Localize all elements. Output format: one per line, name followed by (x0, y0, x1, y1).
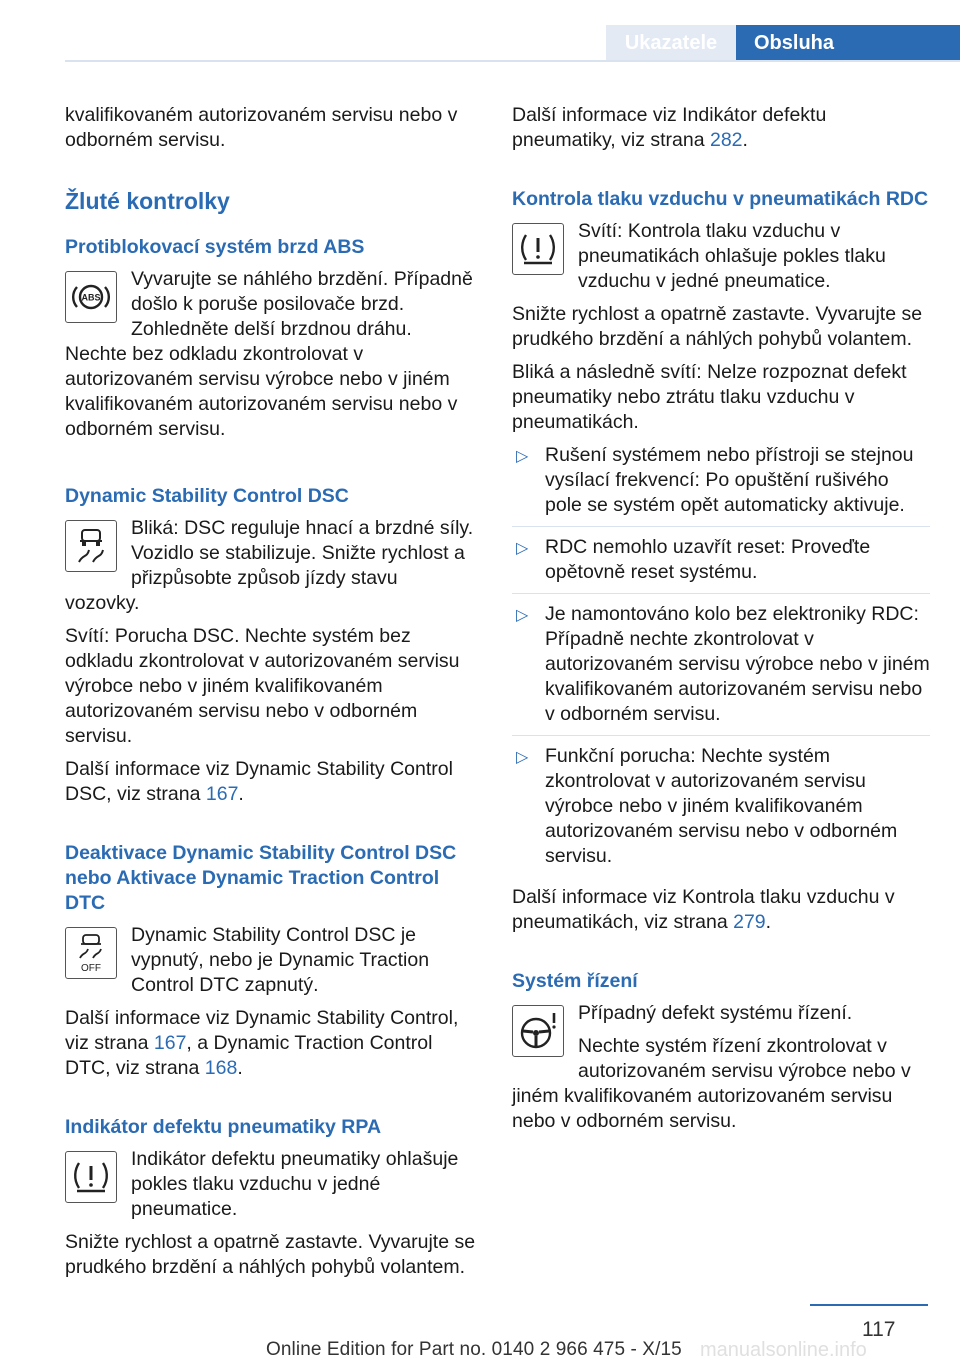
triangle-bullet-icon: ▷ (516, 540, 529, 557)
header-divider (65, 60, 960, 62)
footer-divider (810, 1304, 928, 1306)
triangle-bullet-icon: ▷ (516, 448, 529, 465)
rpa-text-2: Snižte rychlost a opatrně zastavte. Vyvarujte se prudkého brzdění a náhlých pohybů volantem. (65, 1231, 476, 1278)
dsc-off-icon (65, 927, 117, 979)
page-link-279[interactable]: 279 (733, 911, 766, 933)
tire-pressure-icon (65, 1151, 117, 1203)
triangle-bullet-icon: ▷ (516, 607, 529, 624)
dsc-text-1: Bliká: DSC reguluje hnací a brzdné síly. Vozidlo se stabilizuje. Snižte rychlost a přizpůsobte způsob jízdy stavu vozovky. (65, 517, 474, 614)
tab-obsluha[interactable]: Obsluha (736, 25, 960, 62)
page-link-282[interactable]: 282 (709, 129, 743, 151)
page-number: 117 (862, 1318, 896, 1341)
dsc-off-text: Dynamic Stability Control DSC je vypnutý, nebo je Dynamic Traction Control DTC zapnutý. (131, 924, 430, 996)
steering-warning-icon (512, 1005, 564, 1057)
watermark: manualsonline.info (700, 1339, 867, 1361)
rdc-text-3: Bliká a následně svítí: Nelze rozpoznat defekt pneumatiky nebo ztrátu tlaku vzduchu v pneumatikách. (512, 361, 907, 433)
list-item: ▷ Rušení systémem nebo přístroji se stejnou vysílací frekvencí: Po opuštění rušivého pole se systém opět automaticky aktivuje. (512, 443, 930, 527)
right-column (512, 103, 930, 1142)
dsc-heading: Dynamic Stability Control DSC (65, 485, 349, 507)
abs-warning-icon (65, 271, 117, 323)
rdc-text-2: Snižte rychlost a opatrně zastavte. Vyvarujte se prudkého brzdění a náhlých pohybů volantem. (512, 303, 923, 350)
steering-text-1: Případný defekt systému řízení. (578, 1002, 853, 1024)
dsc-off-icon-label: OFF (81, 963, 101, 974)
list-item: ▷ RDC nemohlo uzavřít reset: Proveďte opětovně reset systému. (512, 535, 930, 594)
list-item: ▷ Je namontováno kolo bez elektroniky RDC: Případně nechte zkontrolovat v autorizovaném servisu výrobce nebo v jiném kvalifikovaném autorizovaném servisu nebo v odborném servisu. (512, 602, 930, 736)
rdc-heading: Kontrola tlaku vzduchu v pneumatikách RDC (512, 188, 929, 210)
dsc-text-2: Svítí: Porucha DSC. Nechte systém bez odkladu zkontrolovat v autorizovaném servisu výrobce nebo v jiném kvalifikovaném autorizovaném servisu nebo v odborném servisu. (65, 625, 460, 747)
rdc-more-info: Další informace viz Kontrola tlaku vzduchu v pneumatikách, viz strana 279. (512, 886, 895, 933)
dsc-more-info: Další informace viz Dynamic Stability Control DSC, viz strana 167. (65, 758, 453, 805)
rdc-bullet-list (512, 443, 930, 877)
rpa-heading: Indikátor defektu pneumatiky RPA (65, 1116, 382, 1138)
rpa-text: Indikátor defektu pneumatiky ohlašuje pokles tlaku vzduchu v jedné pneumatice. (131, 1148, 459, 1220)
left-column (65, 103, 477, 1288)
page-link-167b[interactable]: 167 (153, 1032, 187, 1054)
dsc-off-more-info: Další informace viz Dynamic Stability Control, viz strana 167, a Dynamic Traction Control DTC, viz strana 168. (65, 1007, 459, 1079)
tire-pressure-icon (512, 223, 564, 275)
steering-text-2: Nechte systém řízení zkontrolovat v autorizovaném servisu výrobce nebo v jiném kvalifikovaném autorizovaném servisu nebo v odborném servisu. (512, 1035, 911, 1132)
intro-text: kvalifikovaném autorizovaném servisu nebo v odborném servisu. (65, 104, 458, 151)
list-item: ▷ Funkční porucha: Nechte systém zkontrolovat v autorizovaném servisu výrobce nebo v jiném kvalifikovaném autorizovaném servisu nebo v odborném servisu. (516, 745, 898, 867)
triangle-bullet-icon: ▷ (516, 749, 529, 766)
abs-heading: Protiblokovací systém brzd ABS (65, 236, 365, 258)
steering-heading: Systém řízení (512, 970, 638, 992)
rdc-text: Svítí: Kontrola tlaku vzduchu v pneumatikách ohlašuje pokles tlaku vzduchu v jedné pneumatice. (578, 220, 886, 292)
tab-ukazatele[interactable]: Ukazatele (606, 25, 736, 62)
dsc-off-heading: Deaktivace Dynamic Stability Control DSC nebo Aktivace Dynamic Traction Control DTC (65, 842, 457, 914)
page-link-168[interactable]: 168 (204, 1057, 238, 1079)
section-title: Žluté kontrolky (65, 188, 230, 214)
svg-text:ABS: ABS (81, 292, 101, 303)
right-intro: Další informace viz Indikátor defektu pneumatiky, viz strana 282. (512, 104, 827, 151)
dsc-skid-icon (65, 520, 117, 572)
footer-edition: Online Edition for Part no. 0140 2 966 475 - X/15 (266, 1339, 682, 1360)
abs-text: Vyvarujte se náhlého brzdění. Případně došlo k poruše posilovače brzd. Zohledněte delší brzdnou dráhu. Nechte bez odkladu zkontrolovat v autorizovaném servisu výrobce nebo v jiném kvalifikovaném autorizovaném servisu nebo v odborném servisu. (65, 268, 473, 440)
page-link-167[interactable]: 167 (205, 783, 239, 805)
